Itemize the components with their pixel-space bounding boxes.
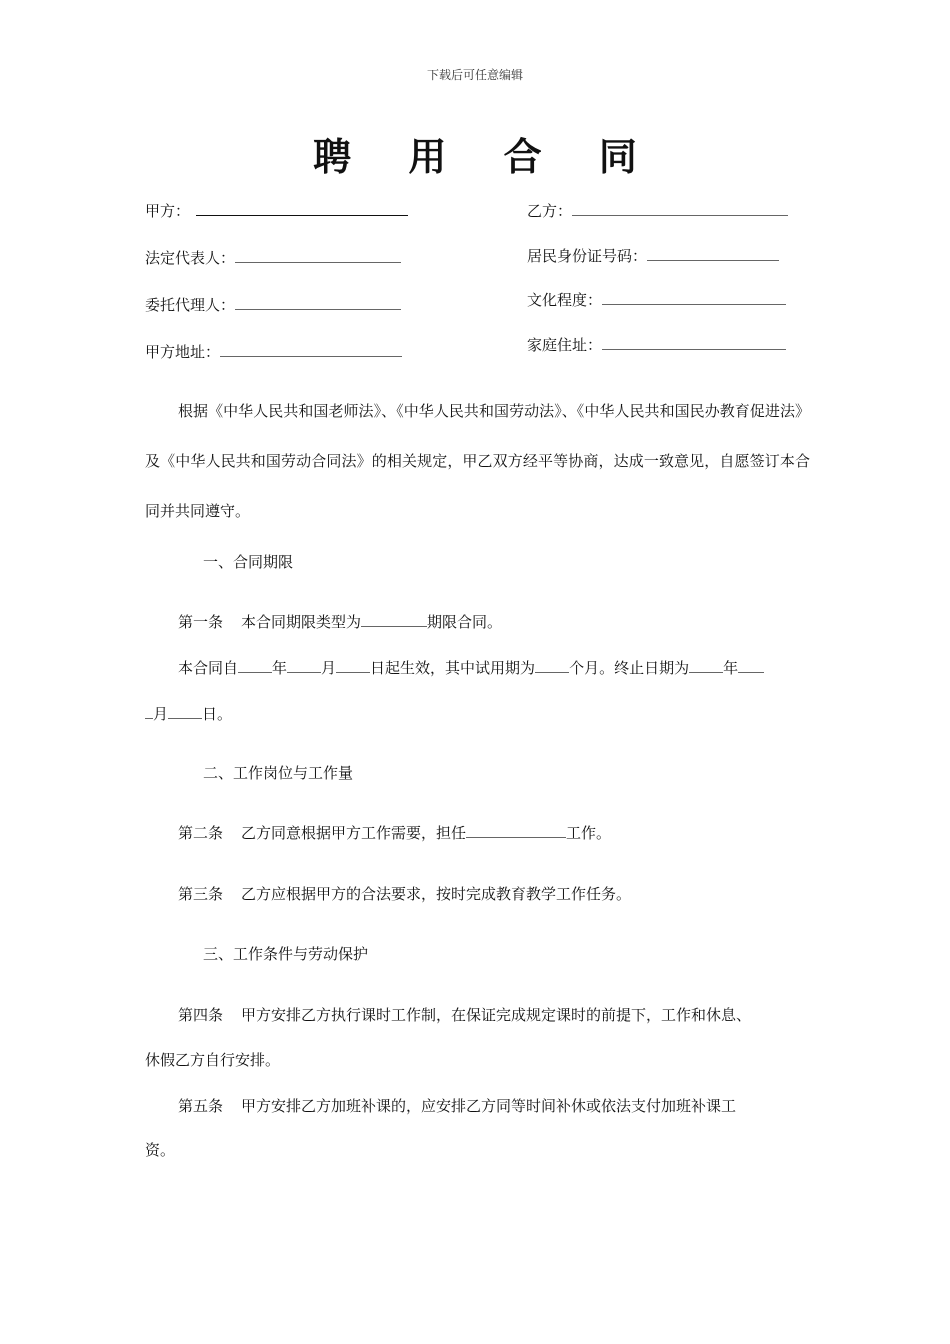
probation-prefix: 日起生效，其中试用期为 [370, 659, 536, 677]
section-heading-1: 一、合同期限 [203, 553, 294, 571]
id-number-field [527, 245, 779, 266]
article-5-line-2: 资。 [145, 1141, 176, 1159]
article-1-text-pre: 本合同期限类型为 [241, 613, 362, 631]
section-heading-3: 三、工作条件与劳动保护 [203, 945, 369, 963]
id-number-label: 居民身份证号码： [527, 247, 648, 265]
end-month-blank-a[interactable] [738, 658, 764, 673]
start-month-blank[interactable] [287, 658, 321, 673]
preamble-paragraph: 根据《中华人民共和国老师法》、《中华人民共和国劳动法》、《中华人民共和国民办教育促进法》及《中华人民共和国劳动合同法》的相关规定，甲乙双方经平等协商，达成一致意见，自愿签订本合同并共同遵守。 [145, 402, 810, 520]
party-a-label: 甲方： [145, 202, 191, 220]
article-4-number: 第四条 [178, 1006, 224, 1024]
end-year-blank[interactable] [689, 658, 723, 673]
year-label: 年 [272, 659, 288, 677]
end-month-label: 月 [153, 705, 169, 723]
article-1 [178, 612, 502, 632]
article-3 [178, 884, 631, 904]
position-blank[interactable] [466, 823, 566, 838]
legal-rep-blank[interactable] [235, 247, 401, 263]
party-a-address-label: 甲方地址： [145, 343, 221, 361]
education-blank[interactable] [602, 289, 786, 305]
home-address-field [527, 334, 786, 355]
article-5 [178, 1096, 736, 1116]
article-1-number: 第一条 [178, 613, 224, 631]
article-3-text: 乙方应根据甲方的合法要求，按时完成教育教学工作任务。 [241, 885, 632, 903]
agent-blank[interactable] [235, 294, 401, 310]
article-5-number: 第五条 [178, 1097, 224, 1115]
end-day-blank[interactable] [168, 704, 202, 719]
party-a-address-field [145, 341, 402, 362]
section-heading-2: 二、工作岗位与工作量 [203, 764, 354, 782]
article-1-dates-line-2 [145, 704, 232, 724]
party-a-blank[interactable] [196, 200, 408, 216]
article-1-dates-line [178, 658, 764, 678]
party-b-label: 乙方： [527, 202, 573, 220]
header-note: 下载后可任意编辑 [426, 68, 523, 82]
end-day-label: 日。 [202, 705, 233, 723]
party-b-field [527, 200, 788, 221]
article-2-number: 第二条 [178, 824, 224, 842]
id-number-blank[interactable] [647, 245, 779, 261]
legal-rep-label: 法定代表人： [145, 249, 236, 267]
contract-type-blank[interactable] [361, 612, 427, 627]
education-label: 文化程度： [527, 291, 603, 309]
party-a-field [145, 200, 408, 221]
month-label: 月 [321, 659, 337, 677]
agent-label: 委托代理人： [145, 296, 236, 314]
article-2-text-pre: 乙方同意根据甲方工作需要，担任 [241, 824, 467, 842]
education-field [527, 289, 786, 310]
probation-months-blank[interactable] [535, 658, 569, 673]
article-4-text-line-1: 甲方安排乙方执行课时工作制，在保证完成规定课时的前提下，工作和休息、 [241, 1006, 752, 1024]
page-title: 聘 用 合 同 [313, 134, 659, 179]
party-b-blank[interactable] [572, 200, 788, 216]
party-a-address-blank[interactable] [220, 341, 402, 357]
article-2 [178, 823, 611, 843]
article-4-line-2: 休假乙方自行安排。 [145, 1051, 281, 1069]
home-address-label: 家庭住址： [527, 336, 603, 354]
article-2-text-post: 工作。 [566, 824, 612, 842]
end-year-label: 年 [723, 659, 739, 677]
article-1-text-post: 期限合同。 [427, 613, 503, 631]
home-address-blank[interactable] [602, 334, 786, 350]
start-date-prefix: 本合同自 [178, 659, 239, 677]
agent-field [145, 294, 401, 315]
end-date-prefix: 个月。终止日期为 [569, 659, 690, 677]
start-year-blank[interactable] [238, 658, 272, 673]
start-day-blank[interactable] [336, 658, 370, 673]
article-4 [178, 1005, 751, 1025]
legal-rep-field [145, 247, 401, 268]
end-month-blank-b[interactable] [145, 704, 153, 719]
article-5-text-line-1: 甲方安排乙方加班补课的，应安排乙方同等时间补休或依法支付加班补课工 [241, 1097, 737, 1115]
article-3-number: 第三条 [178, 885, 224, 903]
